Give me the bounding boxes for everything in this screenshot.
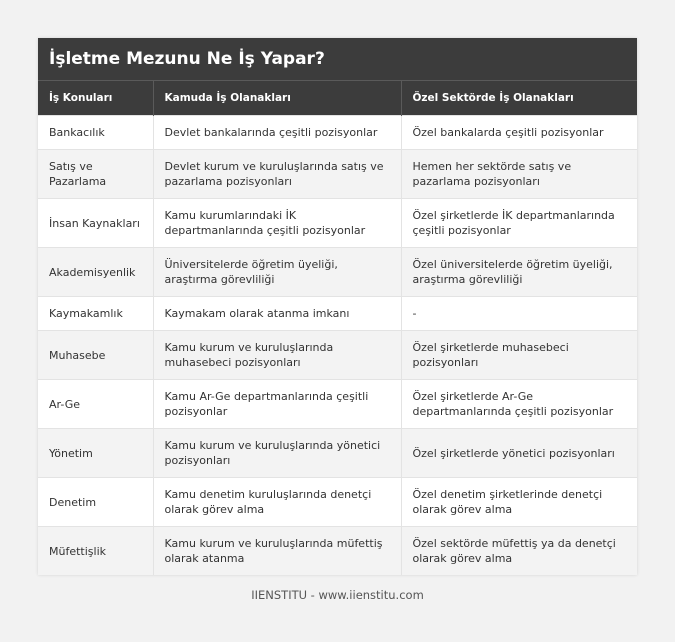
table-row — [38, 116, 637, 150]
table-row — [38, 297, 637, 331]
footer-credit: IIENSTITU - www.iienstitu.com — [251, 588, 424, 602]
cell-private: - — [401, 297, 637, 331]
cell-private: Özel şirketlerde muhasebeci pozisyonları — [401, 331, 637, 380]
cell-public: Kamu Ar-Ge departmanlarında çeşitli pozisyonlar — [153, 380, 401, 429]
info-card — [38, 38, 637, 575]
header-private: Özel Sektörde İş Olanakları — [401, 81, 637, 116]
cell-private: Özel üniversitelerde öğretim üyeliği, araştırma görevliliği — [401, 248, 637, 297]
cell-public: Devlet kurum ve kuruluşlarında satış ve pazarlama pozisyonları — [153, 150, 401, 199]
cell-topic: Denetim — [38, 478, 153, 527]
cell-public: Kamu kurum ve kuruluşlarında muhasebeci pozisyonları — [153, 331, 401, 380]
cell-topic: Akademisyenlik — [38, 248, 153, 297]
table-row — [38, 150, 637, 199]
cell-topic: Satış ve Pazarlama — [38, 150, 153, 199]
page-title: İşletme Mezunu Ne İş Yapar? — [38, 38, 637, 81]
cell-topic: İnsan Kaynakları — [38, 199, 153, 248]
cell-private: Özel şirketlerde İK departmanlarında çeşitli pozisyonlar — [401, 199, 637, 248]
cell-public: Kamu kurum ve kuruluşlarında müfettiş olarak atanma — [153, 527, 401, 576]
cell-public: Devlet bankalarında çeşitli pozisyonlar — [153, 116, 401, 150]
table-row — [38, 331, 637, 380]
table-row — [38, 478, 637, 527]
cell-public: Üniversitelerde öğretim üyeliği, araştırma görevliliği — [153, 248, 401, 297]
cell-topic: Ar-Ge — [38, 380, 153, 429]
cell-topic: Bankacılık — [38, 116, 153, 150]
cell-private: Özel şirketlerde Ar-Ge departmanlarında çeşitli pozisyonlar — [401, 380, 637, 429]
cell-public: Kaymakam olarak atanma imkanı — [153, 297, 401, 331]
table-row — [38, 380, 637, 429]
table-row — [38, 527, 637, 576]
header-public: Kamuda İş Olanakları — [153, 81, 401, 116]
cell-public: Kamu denetim kuruluşlarında denetçi olarak görev alma — [153, 478, 401, 527]
table-row — [38, 248, 637, 297]
cell-private: Hemen her sektörde satış ve pazarlama pozisyonları — [401, 150, 637, 199]
cell-private: Özel sektörde müfettiş ya da denetçi olarak görev alma — [401, 527, 637, 576]
cell-topic: Kaymakamlık — [38, 297, 153, 331]
cell-private: Özel denetim şirketlerinde denetçi olarak görev alma — [401, 478, 637, 527]
cell-topic: Yönetim — [38, 429, 153, 478]
header-topics: İş Konuları — [38, 81, 153, 116]
cell-private: Özel şirketlerde yönetici pozisyonları — [401, 429, 637, 478]
table-row — [38, 199, 637, 248]
jobs-table — [38, 81, 637, 575]
cell-topic: Müfettişlik — [38, 527, 153, 576]
cell-public: Kamu kurum ve kuruluşlarında yönetici pozisyonları — [153, 429, 401, 478]
cell-topic: Muhasebe — [38, 331, 153, 380]
cell-private: Özel bankalarda çeşitli pozisyonlar — [401, 116, 637, 150]
table-header-row — [38, 81, 637, 116]
table-row — [38, 429, 637, 478]
cell-public: Kamu kurumlarındaki İK departmanlarında çeşitli pozisyonlar — [153, 199, 401, 248]
